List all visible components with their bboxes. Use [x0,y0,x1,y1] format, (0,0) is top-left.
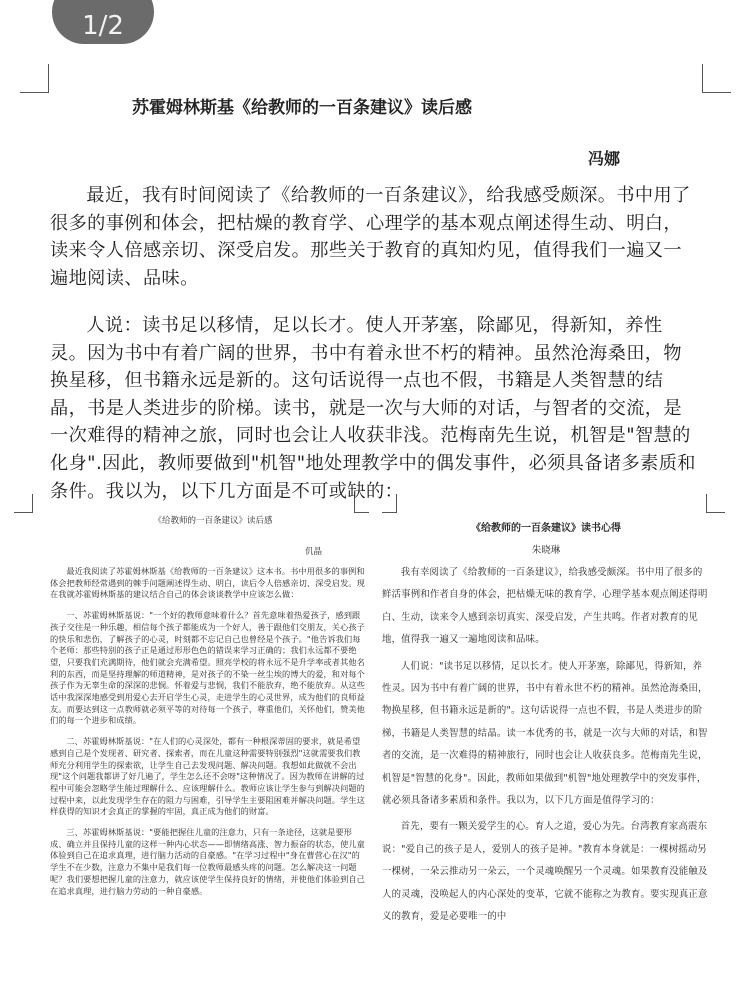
crop-mark-mid-left [14,494,33,513]
right-scan-title: 《给教师的一百条建议》读书心得 [471,523,621,534]
crop-mark-top-left [20,64,49,93]
left-scan-paragraph-4: 三、苏霍姆林斯基说："要能把握住儿童的注意力，只有一条途径，这就是要形成、确立并且保持儿童的这样一种内心状态——即情绪高涨、智力振奋的状态，使儿童体验到自己在追求真理，进行脑力活动的自豪感。"在学习过程中"身在曹营心在汉"的学生不在少数，注意力不集中是我们每一位教师最感头疼的问题。怎么解决这一问题呢？我们要想把握儿童的注意力，就应该使学生保持良好的情绪，并使他们体验到自己在追求真理，进行脑力劳动的一种自豪感。 [50,827,365,896]
body-paragraph-2: 人说：读书足以移情，足以长才。使人开茅塞，除鄙见，得新知，养性灵。因为书中有着广阔的世界，书中有着永世不朽的精神。虽然沧海桑田，物换星移，但书籍永远是新的。这句话说得一点也不假，书籍是人类智慧的结晶，书是人类进步的阶梯。读书，就是一次与大师的对话，与智者的交流，是一次难得的精神之旅，同时也会让人收获非浅。范梅南先生说，机智是"智慧的化身".因此，教师要做到"机智"地处理教学中的偶发事件，必须具备诸多素质和条件。我以为，以下几方面是不可或缺的： [50,315,696,502]
right-scanned-page [382,516,710,929]
left-scan-title: 《给教师的一百条建议》读后感 [153,516,273,526]
crop-mark-mid-right [706,494,725,513]
body-paragraph-1: 最近，我有时间阅读了《给教师的一百条建议》，给我感受颇深。书中用了很多的事例和体会，把枯燥的教育学、心理学的基本观点阐述得生动、明白，读来令人倍感亲切、深受启发。那些关于教育的真知灼见，值得我们一遍又一遍地阅读、品味。 [50,185,691,289]
document-title: 苏霍姆林斯基《给教师的一百条建议》读后感 [132,98,472,118]
right-scan-paragraph-2: 人们说："读书足以移情，足以长才。使人开茅塞，除鄙见，得新知，养性灵。因为书中有着广阔的世界，书中有着永世不朽的精神。虽然沧海桑田，物换星移，但书籍永远是新的"。这句话说得一点也不假，书是人类进步的阶梯，书籍是人类智慧的结晶。读一本优秀的书，就是一次与大师的对话，和智者的交流，是一次难得的精神旅行，同时也会让人收获良多。范梅南先生说，机智是"智慧的化身"。因此，教师如果做到"机智"地处理教学中的突发事件，就必须具备诸多素质和条件。我以为，以下几方面是值得学习的： [382,660,708,807]
left-scan-author: 仉晶 [304,547,322,557]
left-scan-paragraph-1: 最近我阅读了苏霍姆林斯基《给教师的一百条建议》这本书。书中用很多的事例和体会把教师经常遇到的棘手问题阐述得生动、明白，读后令人倍感亲切、深受启发。现在我就苏霍姆林斯基的建议结合自己的体会谈谈教学中应该怎么做： [50,566,365,600]
left-scanned-page [50,510,368,897]
crop-mark-top-right [702,64,731,93]
left-scan-paragraph-3: 二、苏霍姆林斯基说："在人们的心灵深处，都有一种根深蒂固的要求，就是希望感到自己是个发现者、研究者、探索者，而在儿童这种需要特别强烈"这就需要我们教师充分利用学生的探索欲，让学生自己去发现问题、解决问题。我想如此做就不会出现"这个问题我都讲了好几遍了，学生怎么还不会呀"这种情况了。因为教师在讲解的过程中可能会忽略学生能过理解什么、应该理解什么。教师应该让学生参与到解决问题的过程中来，以此发现学生存在的阻力与困难，引导学生主要阻困难并解决问题。学生这样获得的知识才会真正的掌握的牢固，真正成为他们的财富。 [50,736,365,817]
page-indicator: 1/2 [52,0,154,44]
right-scan-paragraph-3: 首先，要有一颗关爱学生的心。育人之道，爱心为先。台湾教育家高震东说："爱自己的孩子是人，爱别人的孩子是神。"教育本身就是：一棵树摇动另一棵树，一朵云推动另一朵云，一个灵魂唤醒另一个灵魂。如果教育没能触及人的灵魂，没唤起人的内心深处的变革，它就不能称之为教育。要实现真正意义的教育，爱是必要唯一的中 [382,821,708,923]
right-scan-paragraph-1: 我有幸阅读了《给教师的一百条建议》，给我感受颇深。书中用了很多的鲜活事例和作者自身的体会，把枯燥无味的教育学、心理学基本观点阐述得明白、生动，读来令人感到亲切真实、深受启发，产生共鸣。作者对教育的见地，值得我一遍又一遍地阅读和品味。 [382,567,708,646]
left-scan-paragraph-2: 一、苏霍姆林斯基说："一个好的教师意味着什么？首先意味着热爱孩子，感到跟孩子交往是一种乐趣，相信每个孩子都能成为一个好人，善于跟他们交朋友，关心孩子的快乐和悲伤，了解孩子的心灵，时刻都不忘记自己也曾经是个孩子。"他告诉我们每个老师：那些特别的孩子正是通过形形色色的错误来学习正确的；我们永远都不要绝望，只要我们充满期待，他们就会充满希望。照亮学校的将永远不是升学率或者其他名利的东西，而是坚持理解的师道精神，是对孩子的不染一丝尘埃的博大的爱，和对每个孩子作为无辜生命的深深的悲悯。怀着爱与悲悯，我们不能放弃，绝不能放弃。从这些话中我深深地感受到用爱心去开启学生心灵，走进学生的心灵世界，成为他们的良师益友。而要达到这一点教师就必须平等的对待每一个孩子，尊重他们，关怀他们，赞美他们的每一个进步和成绩。 [50,610,365,726]
right-scan-author: 朱晓琳 [531,545,561,556]
document-author: 冯娜 [588,149,621,168]
